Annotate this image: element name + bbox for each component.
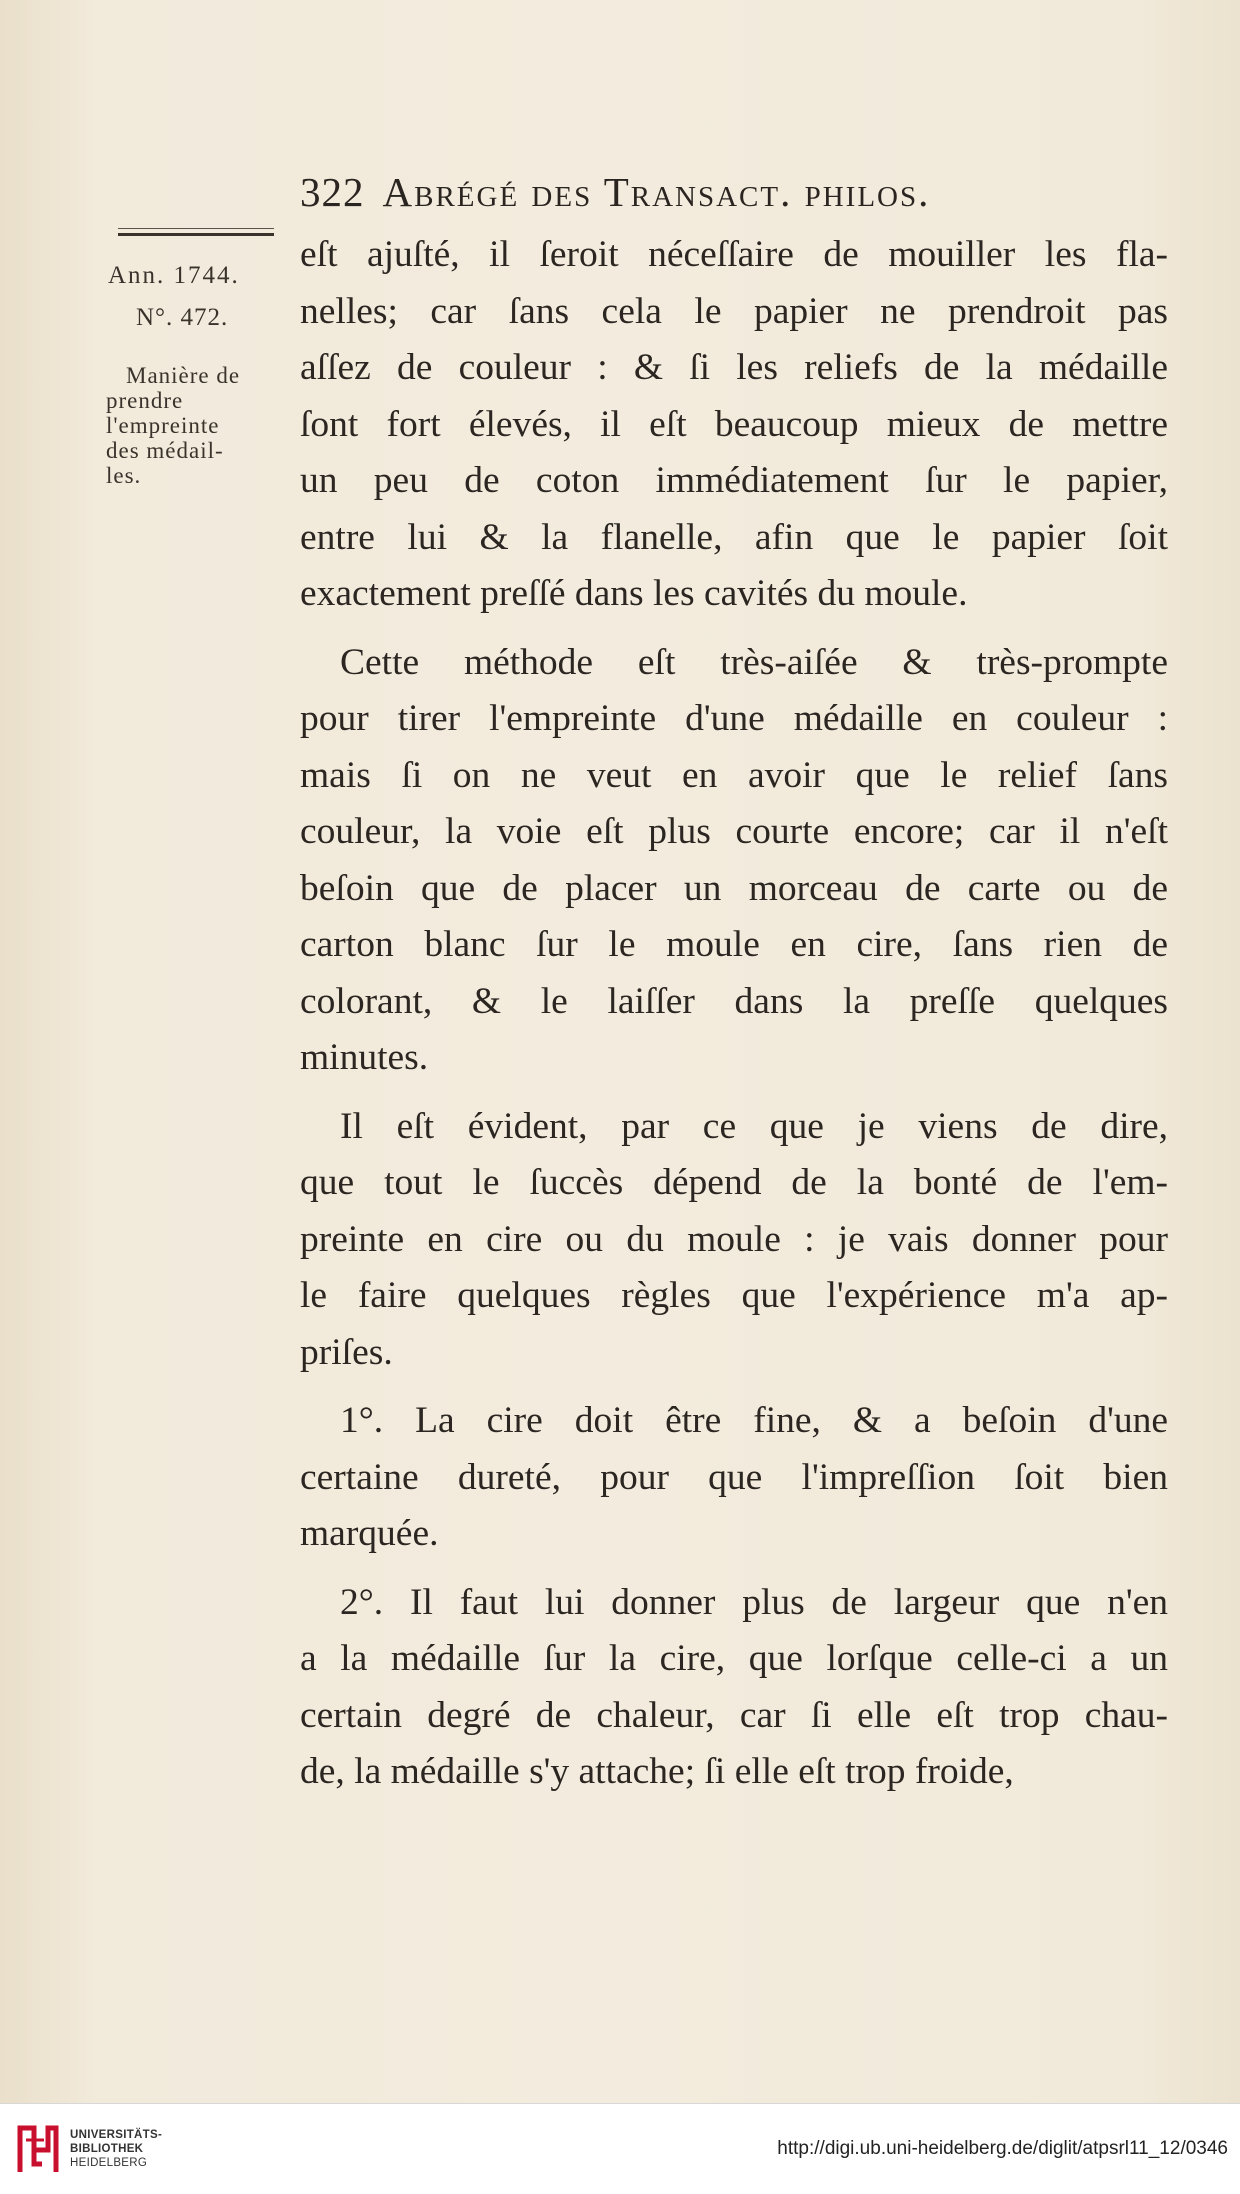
paragraph: [300, 1575, 1168, 1801]
text-line: preinte en cire ou du moule : je vais donner pour: [300, 1218, 1168, 1260]
text-line: un peu de coton immédiatement ſur le papier,: [300, 460, 1168, 501]
paragraph: [300, 1099, 1168, 1382]
margin-note-line: Manière de: [126, 363, 241, 388]
text-line: entre lui & la flanelle, afin que le papier ſoit: [300, 516, 1168, 558]
text-line: exactement preſſé dans les cavités du moule.: [300, 573, 968, 614]
text-line: colorant, & le laiſſer dans la preſſe quelques: [300, 980, 1168, 1022]
text-line: ſont fort élevés, il eſt beaucoup mieux de mettre: [300, 403, 1168, 445]
text-line: nelles; car ſans cela le papier ne prendroit pas: [300, 290, 1168, 332]
text-line: que tout le ſuccès dépend de la bonté de l'em-: [300, 1162, 1168, 1203]
text-line: certain degré de chaleur, car ſi elle eſt trop chau-: [300, 1694, 1168, 1736]
university-library-logo-icon: [14, 2120, 62, 2178]
text-line: carton blanc ſur le moule en cire, ſans rien de: [300, 924, 1168, 965]
library-name: [70, 2128, 162, 2170]
text-line: 1°. La cire doit être fine, & a beſoin d'une: [340, 1400, 1168, 1441]
page-number: 322: [300, 169, 365, 215]
paragraph-gap: [300, 1087, 1168, 1099]
margin-note-line: les.: [106, 463, 142, 488]
text-line: Il eſt évident, par ce que je viens de dire,: [340, 1105, 1168, 1147]
paragraph: [300, 635, 1168, 1087]
text-line: minutes.: [300, 1037, 429, 1078]
library-name-line: BIBLIOTHEK: [70, 2143, 144, 2155]
text-line: couleur, la voie eſt plus courte encore; car il n'eſt: [300, 811, 1168, 852]
text-line: mais ſi on ne veut en avoir que le relief ſans: [300, 754, 1168, 796]
paragraph: [300, 1393, 1168, 1563]
text-line: eſt ajuſté, il ſeroit néceſſaire de mouiller les fla-: [300, 234, 1168, 275]
text-line: marquée.: [300, 1513, 439, 1554]
text-line: certaine dureté, pour que l'impreſſion ſoit bien: [300, 1456, 1168, 1498]
text-line: de, la médaille s'y attache; ſi elle eſt trop froide,: [300, 1751, 1014, 1792]
paragraph: [300, 227, 1168, 623]
permalink-url[interactable]: http://digi.ub.uni-heidelberg.de/diglit/atpsrl11_12/0346: [777, 2138, 1228, 2159]
paragraph-gap: [300, 1381, 1168, 1393]
text-line: aſſez de couleur : & ſi les reliefs de la médaille: [300, 347, 1168, 388]
text-line: 2°. Il faut lui donner plus de largeur que n'en: [340, 1581, 1168, 1623]
margin-note: [106, 363, 292, 488]
text-line: a la médaille ſur la cire, que lorſque celle-ci a un: [300, 1638, 1168, 1679]
margin-rule: [118, 233, 274, 236]
body-text: [300, 227, 1168, 1801]
footer-bar: [0, 2103, 1240, 2194]
library-name-line: UNIVERSITÄTS-: [70, 2129, 163, 2141]
text-line: Cette méthode eſt très-aiſée & très-prompte: [340, 641, 1168, 683]
margin-note-line: des médail-: [106, 438, 224, 463]
margin-note-line: l'empreinte: [106, 413, 220, 438]
margin-number: N°. 472.: [136, 304, 229, 331]
margin-note-line: prendre: [106, 388, 184, 413]
running-header: [300, 168, 930, 216]
margin-year: Ann. 1744.: [108, 262, 240, 289]
text-line: priſes.: [300, 1331, 393, 1373]
paragraph-gap: [300, 623, 1168, 635]
library-name-line: HEIDELBERG: [70, 2157, 148, 2169]
running-title: Abrégé des Transact. philos.: [382, 169, 931, 215]
text-line: le faire quelques règles que l'expérience m'a ap-: [300, 1275, 1168, 1316]
text-line: beſoin que de placer un morceau de carte ou de: [300, 867, 1168, 909]
text-line: pour tirer l'empreinte d'une médaille en couleur :: [300, 698, 1168, 739]
paragraph-gap: [300, 1563, 1168, 1575]
